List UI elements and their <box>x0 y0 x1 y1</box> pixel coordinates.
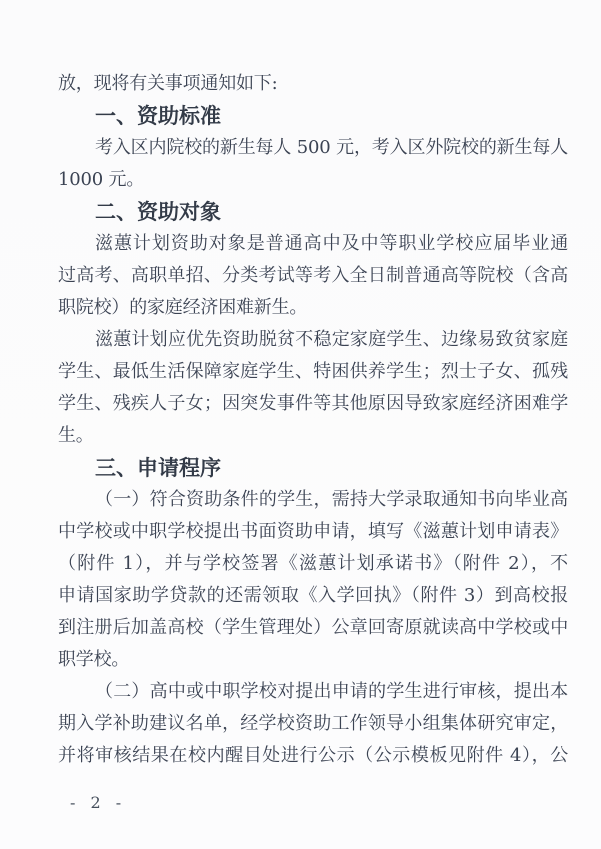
section-heading-funding-standard: 一、资助标准 <box>95 104 221 128</box>
doc-line: 滋蕙计划资助对象是普通高中及中等职业学校应届毕业通 <box>95 233 568 254</box>
document-body <box>58 68 568 772</box>
doc-line: 过高考、高职单招、分类考试等考入全日制普通高等院校（含高 <box>58 265 568 286</box>
doc-line: （附件 1），并与学校签署《滋蕙计划承诺书》（附件 2），不 <box>58 553 568 574</box>
doc-line: （二）高中或中职学校对提出申请的学生进行审核，提出本 <box>95 681 568 702</box>
doc-line: 职院校）的家庭经济困难新生。 <box>58 297 308 318</box>
doc-line: 考入区内院校的新生每人 500 元，考入区外院校的新生每人 <box>95 137 568 158</box>
intro-line: 放，现将有关事项通知如下: <box>58 73 278 94</box>
doc-line: 申请国家助学贷款的还需领取《入学回执》（附件 3）到高校报 <box>58 585 568 606</box>
page-number: - 2 - <box>70 793 127 812</box>
doc-line: 滋蕙计划应优先资助脱贫不稳定家庭学生、边缘易致贫家庭 <box>95 329 568 350</box>
doc-line: 期入学补助建议名单，经学校资助工作领导小组集体研究审定， <box>58 713 568 734</box>
doc-line: 学生、残疾人子女；因突发事件等其他原因导致家庭经济困难学 <box>58 393 568 414</box>
doc-line: 职学校。 <box>58 649 130 670</box>
section-heading-funding-targets: 二、资助对象 <box>95 200 221 224</box>
doc-line: 到注册后加盖高校（学生管理处）公章回寄原就读高中学校或中 <box>58 617 568 638</box>
section-heading-application-procedure: 三、申请程序 <box>95 456 221 480</box>
doc-line: 并将审核结果在校内醒目处进行公示（公示模板见附件 4），公 <box>58 745 568 766</box>
doc-line: 中学校或中职学校提出书面资助申请，填写《滋蕙计划申请表》 <box>58 521 568 542</box>
doc-line: （一）符合资助条件的学生，需持大学录取通知书向毕业高 <box>95 489 568 510</box>
doc-line: 学生、最低生活保障家庭学生、特困供养学生；烈士子女、孤残 <box>58 361 568 382</box>
doc-line: 1000 元。 <box>58 169 145 190</box>
doc-line: 生。 <box>58 425 94 446</box>
